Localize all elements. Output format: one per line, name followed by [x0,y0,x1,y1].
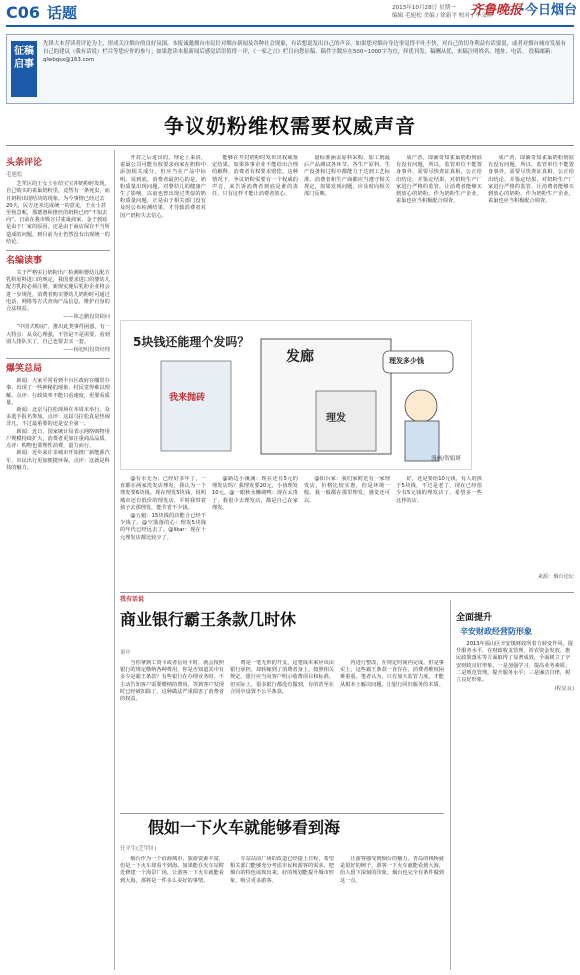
cartoon-sign-left: 发廊 [286,349,314,365]
comment-paragraph: @五魁：15块钱的店能合已经不少钱了。@空落落的心：理发5块钱的年代已经远去了。@likar：现在十元理发店都比较少了。 [120,513,206,541]
editor-credits: 编辑 毛旭松 美编 / 徐新平 校对 / 李义晖 [392,13,493,19]
section-divider [120,592,574,593]
comment-paragraph: @路边小溪溪：现在还有5元的理发店吗？我理发要20元，小孩理发10元。@一眼秋水懒调鸭：现在太贵了，我很少去理发店，都是自己在家理发。 [212,476,298,511]
notice-tag: 征稿启事 [11,41,37,97]
section-label: 我有话说 [120,596,145,603]
article-column [212,155,298,315]
call-for-submissions-box [6,34,574,104]
comment-column [396,476,482,576]
comment-paragraph: @阳台家：我们家附近有一家理发店，价格比较实惠，但是环境一般。我一般都在那里理发，感觉还可以。 [304,476,390,504]
article-column [396,155,482,315]
article-paragraph: 能够在开封奶粉时发布出权威鉴定结果。如果涉事企业不能给出合理的解释，消费者有权要求赔偿。这种情况下，争议奶粉需要有一个权威的声音，来告诉消费者到底是谁的责任，只有这样才能让消费者放心。 [212,155,298,198]
cartoon-author: 漫画/贺娟妍 [431,455,461,462]
column-rule [114,150,115,970]
article-column [340,856,444,970]
cartoon-bubble: 理发 [326,413,346,424]
article-paragraph: 费是一笔无形的开支，这笔钱本来应该由银行承担，却转嫁到了消费者身上。按照相关规定，银行应当向客户明示收费项目和标准。但实际上，很多银行都没有做到，有的甚至在合同中设置不公平条款。 [230,660,334,695]
cartoon-caption: 我来抛砖 [169,393,206,403]
sidebar-paragraph: 新闻：近年来许多城市开始推广新能源汽车，市民出行更加便捷环保。点评：这就是科技的魅力。 [6,450,110,471]
article-paragraph: 当你拿到工资卡或者信用卡时，就会按照银行的规定缴纳各种费用，你是否知道其中有多少是霸王条款？有些银行在办理业务时，不主动告知客户需要缴纳的费用，等到客户发现时已经被扣除了。这种做法严重损害了消费者的权益。 [120,660,224,703]
comment-column [304,476,390,588]
masthead [0,0,580,32]
sidebar-paragraph: 关于严格实行奶粉出厂检测和婴幼儿配方乳粉原料进口的规定，我国要求进口的婴幼儿配方乳粉必须注册。新规实施后乳粉企业将会进一步规范，消费者购买婴幼儿奶粉时可通过电话、网络等方式查询产品信息，维护自身的合法权益。 [6,270,110,313]
comment-column [212,476,298,588]
box-subtitle: 辛安财政经营防形象 [460,627,532,636]
article-column [340,660,444,810]
sidebar-paragraph: 新闻：北京马拉松现场在本周末举行，众多选手报名参加。点评：这届马拉松真是热闹非凡，不过最重要的还是安全第一。 [6,407,110,428]
right-news-box [456,612,574,970]
article-paragraph: 内进行整改，在规定时间内完成。但是事实上，这些霸王条款一直存在，消费者维权困难重重。笔者认为，只有加大监管力度，才能从根本上解决问题，让银行回归服务的本质。 [340,660,444,688]
column-kicker-headline-comment: 头条评论 [6,158,43,168]
left-sidebar [6,155,110,970]
article-paragraph: 量标准涵盖原料采购、加工到最后产品测试各环节，各生产原料、生产设备和过程中都能力于达到工艺标准。消费者和生产商都应当遵守相关规定，如果发现问题，应及时向相关部门反映。 [304,155,390,198]
box-title: 全面提升 [456,613,493,623]
box-paragraph: 2013年福山区辛安镇财政所着力转变作风，提升服务水平，在财政收支管理、涉农资金发放、惠民政策落实等方面取得了显著成效，全面树立了辛安财政良好形象。一是加强学习，提高业务素质；二是规范管理，提升服务水平；三是廉洁自律，树立良好形象。 [456,641,573,684]
article3-author: 任平生(芝罘区) [120,846,157,852]
brand-edition: ·今日烟台 [520,3,577,18]
masthead-rule [6,25,574,27]
main-headline: 争议奶粉维权需要权威声音 [164,114,416,138]
article2-author: 童中 [120,650,131,656]
quote-source: ——陈志鹏投资顾问 [63,314,110,321]
divider [6,250,110,251]
article-column [230,660,334,810]
comment-source: 来源：烟台论坛 [537,574,574,580]
article-paragraph: 成产者，即铺奇知雀巢奶粉到底有没有问题，所以，监管单位不能置身事外，需要尽快查证真相，公正给出结论，并鉴定结果，对奶粉生产厂家进行严格的监管，让消费者能够买到放心的奶粉。作为奶粉生产企业，雀巢也应当积极配合调查。 [488,155,574,205]
author-byline: 毛旭松 [6,172,23,178]
sidebar-paragraph: “中国式购房”，推出此类事件困惑，有一大特点：从众心理强，不管是不是需要，看到别人排队买了，自己也要去买一套。 [6,324,110,345]
column-kicker-quotes: 名编读事 [6,256,43,267]
brand-logo: 齐鲁晚报 [470,3,523,18]
column-kicker-jokes: 爆笑总局 [6,364,43,375]
comment-paragraph: @有水无为：已经好多年了，一直都在两家洗发店理发，我认为一个理发要6块钱。现在理发5块钱，说明城市还有低价的理发店，平时我带着孩子去那理发，能节省不少钱。 [120,476,206,511]
divider [6,358,110,359]
article-column [304,155,390,315]
column-rule [450,600,451,970]
section-title: 话题 [47,4,78,22]
article-column [120,155,206,315]
article-paragraph: 开封之后进出的，理论上来讲，雀巢公司可能有权要求商家在奶粉中添加相关成分，但应当在产品中标明。说到底，消费者最担心的是，奶粉质量出现问题，对婴幼儿的健康产生了影响。以前也曾出现过类似的奶粉质量问题，正是由于相关部门没有及时公布检测结果，才导致消费者对国产奶粉失去信心。 [120,155,206,219]
article2-headline: 商业银行霸王条款几时休 [120,610,297,629]
article3-headline: 假如一下火车就能够看到海 [148,818,341,837]
article-paragraph: 车站站前广场的改造已经提上日程，希望相关部门能够充分考虑市民和游客的需求，把烟台的特色展现出来。好的规划能提升城市形象，吸引更多游客。 [230,856,334,884]
article-column [120,856,224,970]
cartoon-title: 5块钱还能理个发吗？ [133,335,250,349]
comment-column [120,476,206,588]
quote-source: ——杨旭明投资经理 [63,347,110,354]
section-divider [120,813,444,814]
headline-rule [6,145,574,146]
notice-text: 先锋大本营读者评论为主，形成关注烟台的良好氛围，本报诚邀烟台市民针对烟台新闻及各种社会现象，有话想说发出自己的声音。如果您对烟台身边事觉得不吐不快，对自己的切身利益有话要说，或者对烟台城市发展有自己的建议（我有话说）栏目等您应你的参与；如果您读本报新闻后感觉话语值得一评，《一家之言》栏目向您征稿。稿件字数应在500~1000字为宜，择优刊发，稿酬从优，来稿注明姓名、地址、电话。 投稿邮箱：qlwbqsx@163.com [43,41,566,63]
comment-paragraph: 好，还是要给10元钱，有人的孩子5块钱，不过是老了，现在已经很少有5元钱的理发店了，希望多一些这样的店。 [396,476,482,504]
article-column [488,155,574,315]
box-credit: (程显良) [554,686,574,693]
article-paragraph: 成产者，即铺奇知雀巢奶粉到底有没有问题，所以，监管单位不能置身事外，需要尽快查证真相，公正给出结论，并鉴定结果，对奶粉生产厂家进行严格的监管，让消费者能够买到放心的奶粉。作为奶粉生产企业，雀巢也应当积极配合调查。 [396,155,482,205]
article-column [230,856,334,970]
sidebar-paragraph: 新闻：近日，国家统计局表示网络购物用户规模持续扩大，消费者更加注重商品品质。点评：购物也要理性消费，量力而行。 [6,428,110,450]
article-paragraph: 让游客感受到烟台的魅力。青岛的栈桥就是很好的例子，游客一下火车就能看到大海，给人留下深刻的印象。烟台也完全有条件做到这一点。 [340,856,444,884]
article-paragraph: 烟台作为一个沿海城市，旅游资源丰富，但是一下火车却看不到海。如果能在火车站附近修建一个海景广场，让游客一下火车就能看到大海，那将是一件多么美好的事情。 [120,856,224,884]
issue-date: 2013年10月28日 星期一 [392,5,456,11]
cartoon-sign-right: 理发多少钱 [389,357,424,365]
sidebar-paragraph: 芝罘区的王女士在给宝宝冲奶粉时发现，自己购买的雀巢奶粉里，竟然有一条死虫，而且奶粉出现结块的现象。为今事情已经过去20天，民方还未达成统一的意见，王女士甚至焦急呢，那德惠和推丝的奶粉已经“不知去向”。日前在我市吸宣讨雀巢商家，金于到底是由于厂家的原因，还是由于商店保存不当所造成的问题，到目前为止仍然没有出现统一的结论。 [6,181,110,245]
article-column [120,660,224,810]
page-code: C06 [6,3,41,22]
sidebar-paragraph: 新闻：大家平常看到丰台区政府在哪里办事，出现了一些神秘的现象，村民觉得难以理解。点评：行政效率不能只看速度，更要看质量。 [6,378,110,406]
editorial-cartoon [120,320,472,470]
